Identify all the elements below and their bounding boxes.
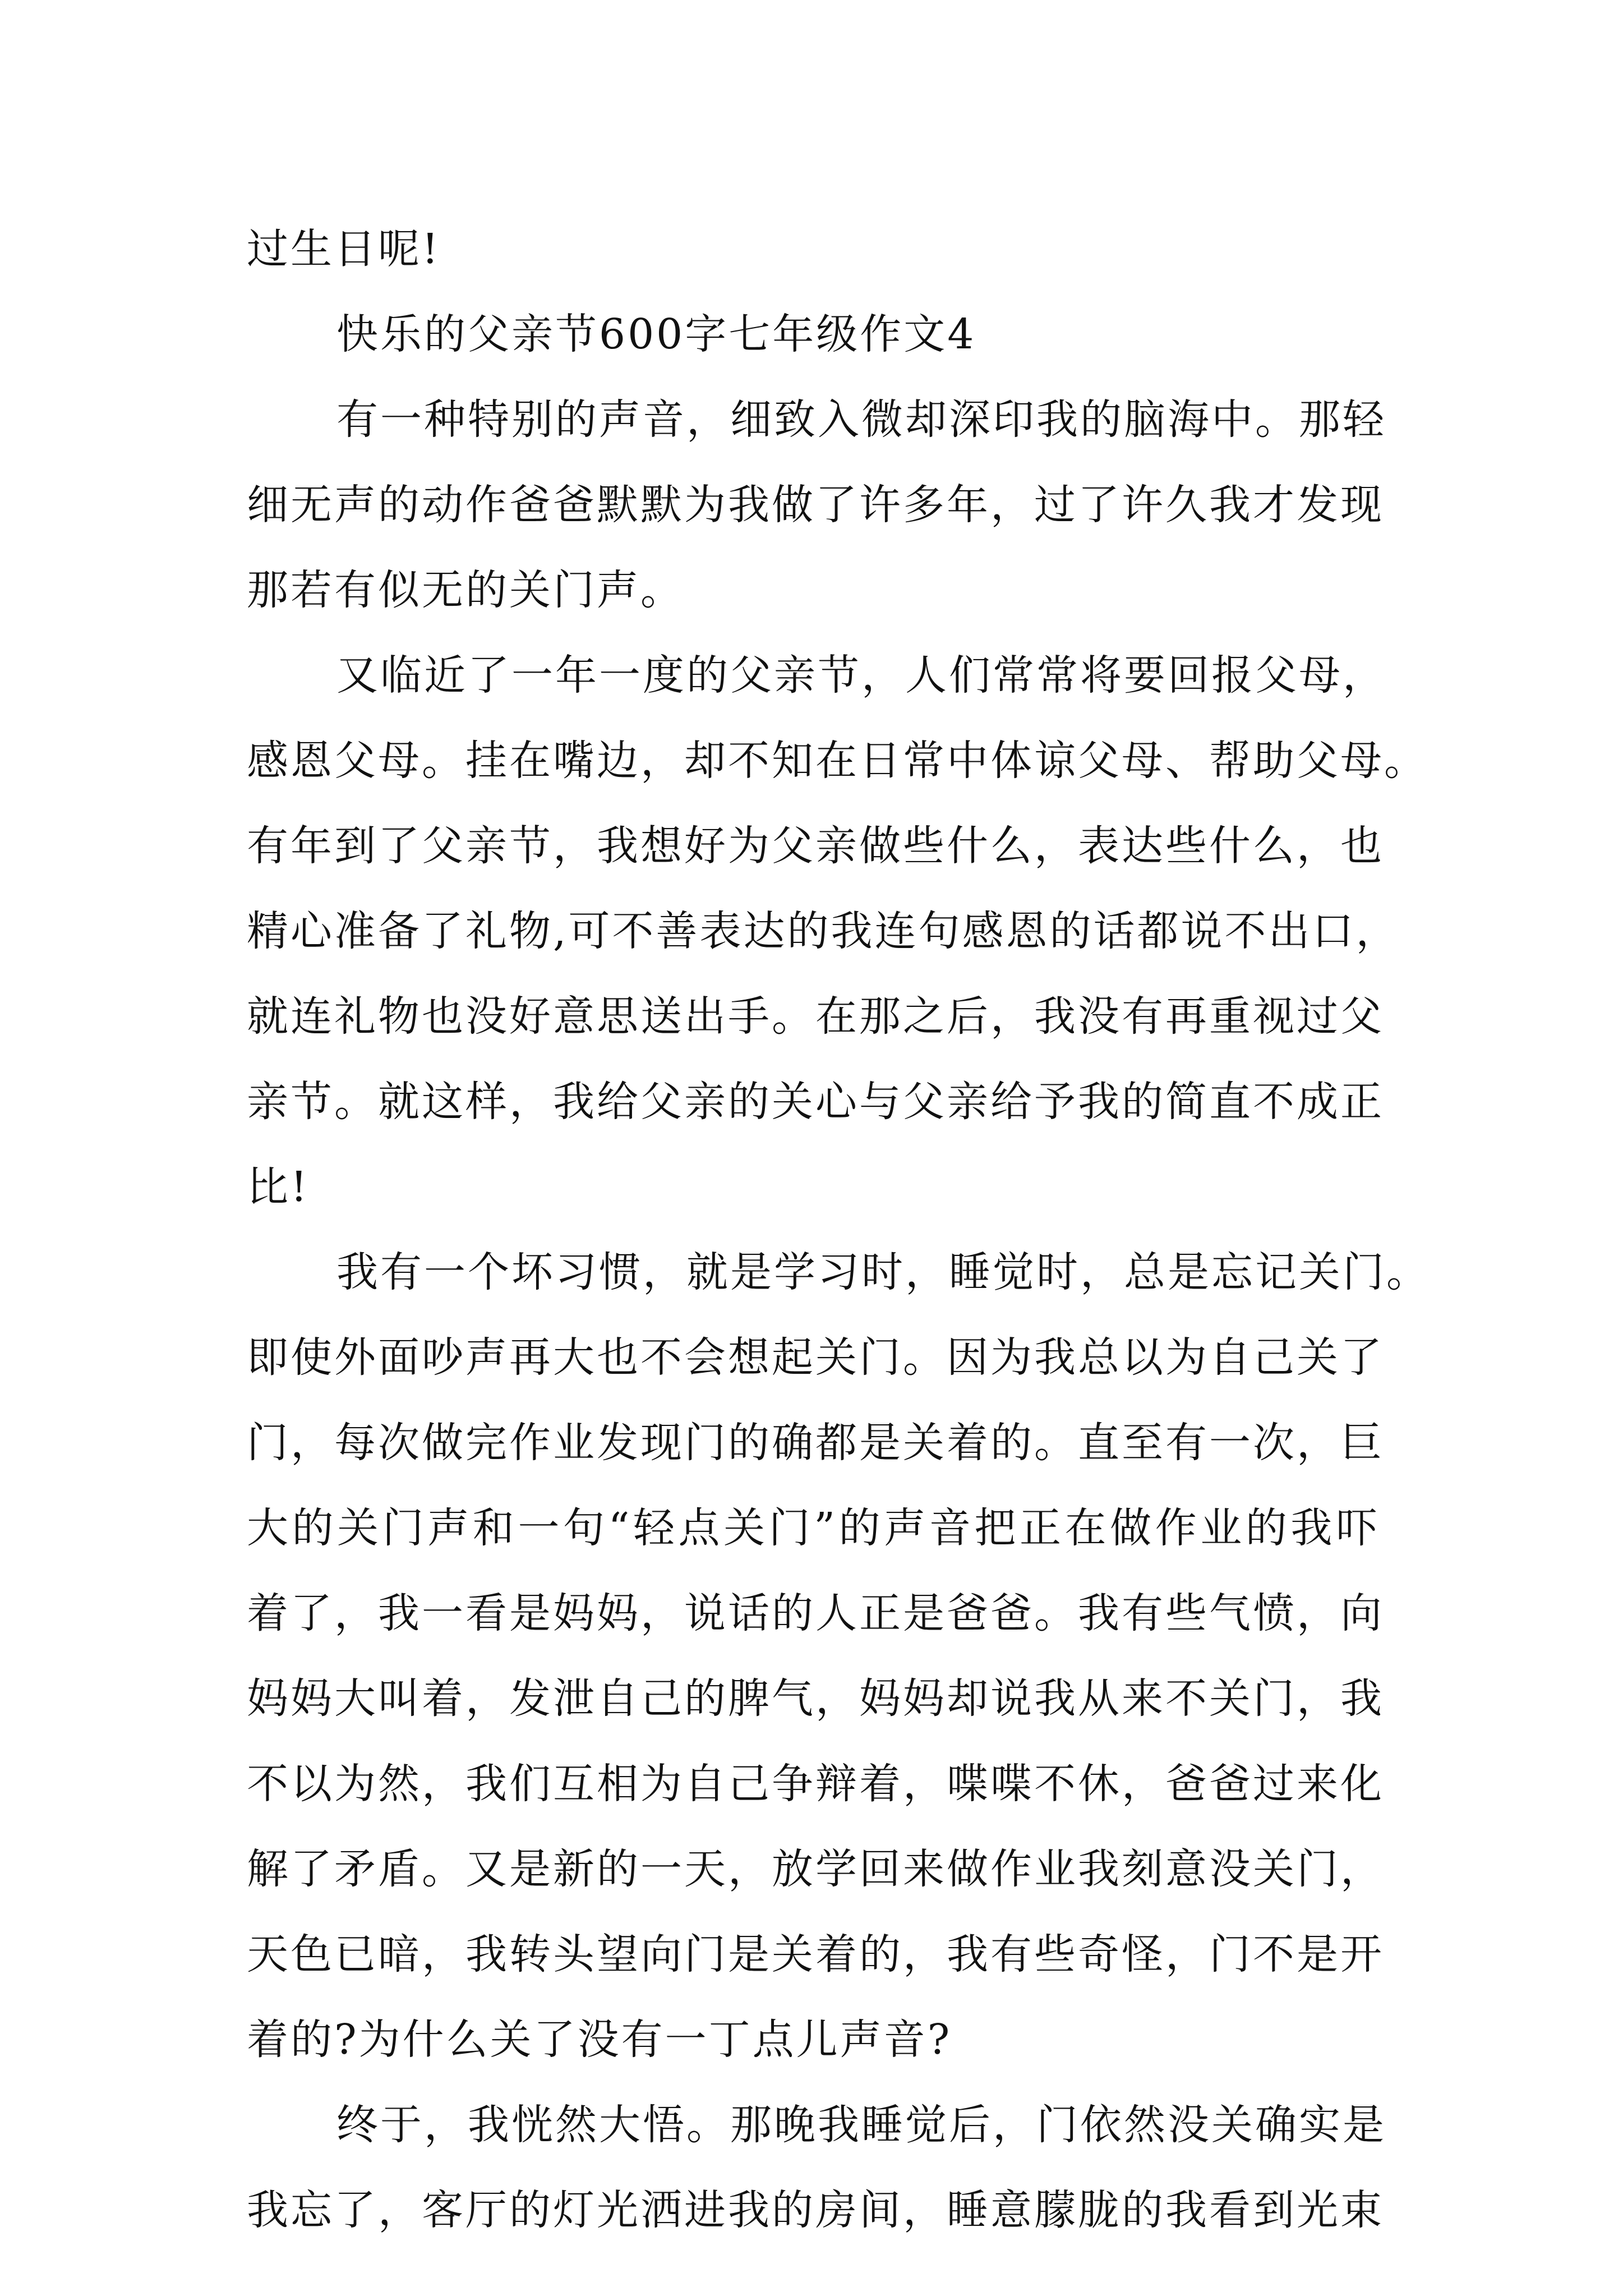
text-line: 着了，我一看是妈妈，说话的人正是爸爸。我有些气愤，向	[247, 1589, 1384, 1637]
document-body	[247, 206, 1430, 2253]
text-line: 不以为然，我们互相为自己争辩着，喋喋不休，爸爸过来化	[247, 1760, 1384, 1808]
text-line: 就连礼物也没好意思送出手。在那之后，我没有再重视过父	[247, 992, 1384, 1041]
text-line: 门，每次做完作业发现门的确都是关着的。直至有一次，巨	[247, 1419, 1384, 1467]
text-line: 妈妈大叫着，发泄自己的脾气，妈妈却说我从来不关门，我	[247, 1674, 1384, 1723]
text-line: 感恩父母。挂在嘴边，却不知在日常中体谅父母、帮助父母。	[247, 737, 1428, 785]
text-line: 大的关门声和一句“轻点关门”的声音把正在做作业的我吓	[247, 1504, 1380, 1552]
text-line: 过生日呢!	[247, 225, 441, 273]
text-line: 有一种特别的声音，细致入微却深印我的脑海中。那轻	[336, 395, 1386, 444]
text-line: 亲节。就这样，我给父亲的关心与父亲给予我的简直不成正	[247, 1078, 1384, 1126]
text-line: 细无声的动作爸爸默默为我做了许多年，过了许久我才发现	[247, 481, 1384, 529]
text-line: 我忘了，客厅的灯光洒进我的房间，睡意朦胧的我看到光束	[247, 2186, 1384, 2234]
text-line: 比!	[247, 1163, 310, 1211]
text-line: 我有一个坏习惯，就是学习时，睡觉时，总是忘记关门。	[336, 1248, 1430, 1296]
text-line: 又临近了一年一度的父亲节，人们常常将要回报父母，	[336, 651, 1386, 700]
essay-heading: 快乐的父亲节600字七年级作文4	[336, 310, 976, 358]
text-line: 有年到了父亲节，我想好为父亲做些什么，表达些什么，也	[247, 822, 1384, 870]
text-line: 终于，我恍然大悟。那晚我睡觉后，门依然没关确实是	[336, 2101, 1386, 2149]
text-line: 天色已暗，我转头望向门是关着的，我有些奇怪，门不是开	[247, 1930, 1384, 1978]
text-line: 着的?为什么关了没有一丁点儿声音?	[247, 2016, 952, 2064]
text-line: 精心准备了礼物,可不善表达的我连句感恩的话都说不出口，	[247, 907, 1400, 955]
text-line: 即使外面吵声再大也不会想起关门。因为我总以为自己关了	[247, 1333, 1384, 1382]
text-line: 解了矛盾。又是新的一天，放学回来做作业我刻意没关门，	[247, 1845, 1384, 1893]
text-line: 那若有似无的关门声。	[247, 566, 684, 614]
